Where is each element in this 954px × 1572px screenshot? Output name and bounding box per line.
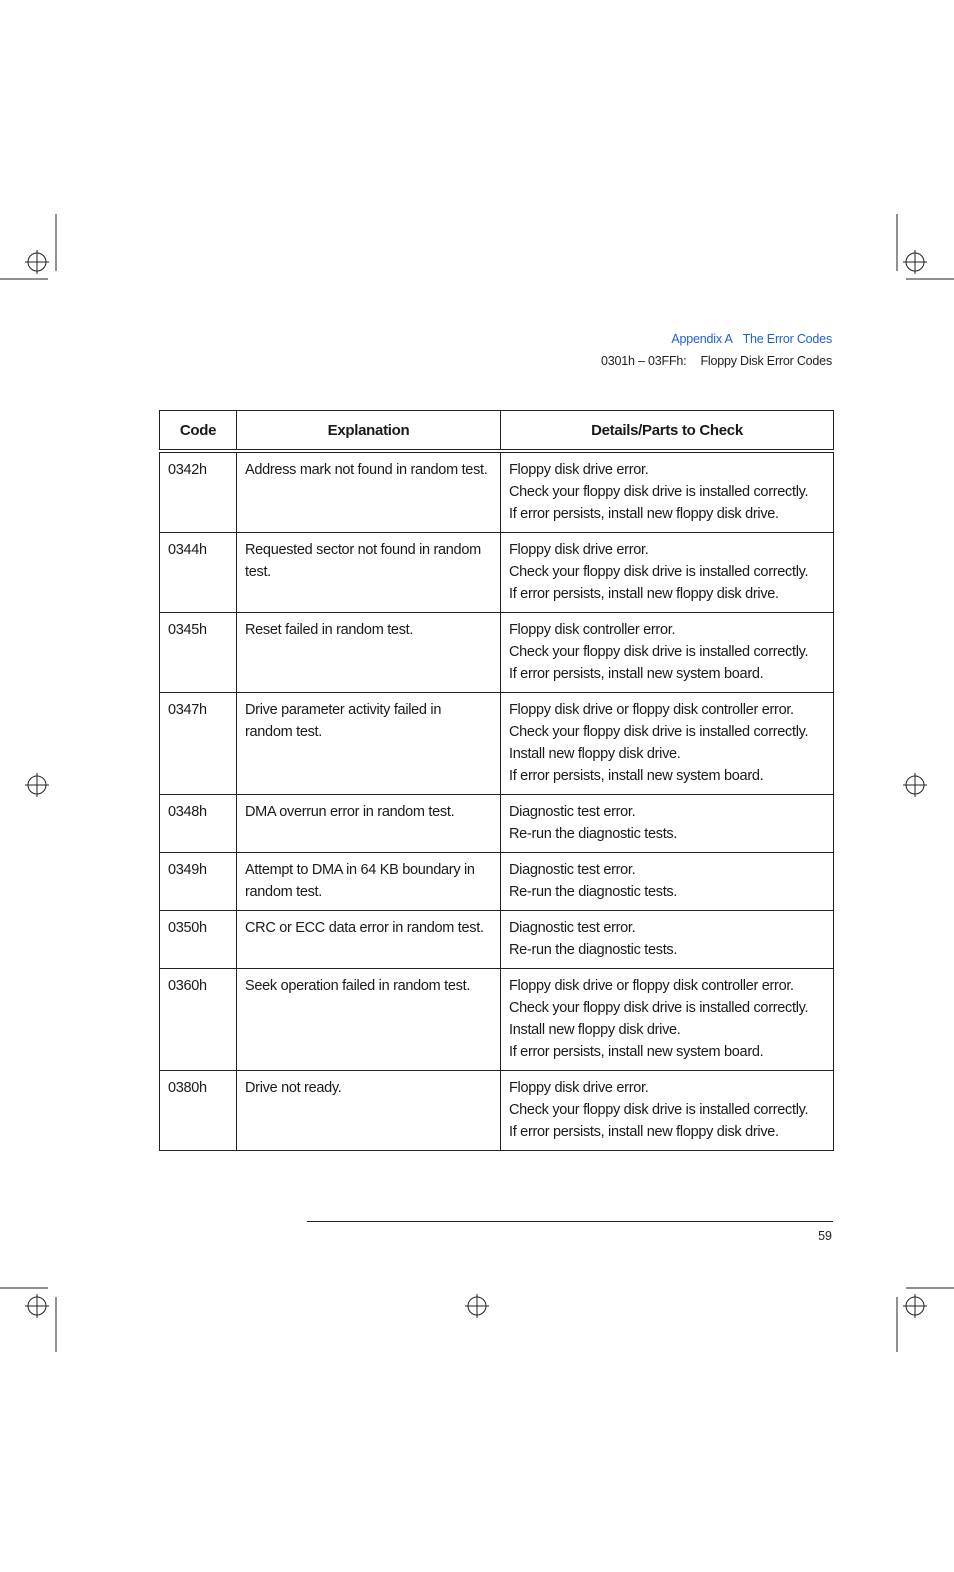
error-code-cell: 0345h	[160, 613, 237, 693]
table-row	[160, 1071, 834, 1151]
explanation-cell: Drive parameter activity failed in random test.	[237, 693, 501, 795]
error-code-cell: 0350h	[160, 911, 237, 969]
explanation-cell: Requested sector not found in random test.	[237, 533, 501, 613]
table-row	[160, 533, 834, 613]
detail-line: Floppy disk drive error.	[509, 462, 649, 478]
details-cell	[501, 911, 834, 969]
explanation-cell: Seek operation failed in random test.	[237, 969, 501, 1071]
details-cell	[501, 693, 834, 795]
table-body	[160, 451, 834, 1151]
explanation-cell: DMA overrun error in random test.	[237, 795, 501, 853]
error-code-cell: 0342h	[160, 451, 237, 533]
header-chapter-title: The Error Codes	[742, 332, 832, 346]
header-chapter-line	[601, 328, 832, 350]
explanation-cell: CRC or ECC data error in random test.	[237, 911, 501, 969]
header-section-line	[601, 350, 832, 372]
detail-line: If error persists, install new floppy disk drive.	[509, 1124, 779, 1140]
detail-line: Re-run the diagnostic tests.	[509, 942, 678, 958]
error-code-cell: 0349h	[160, 853, 237, 911]
error-code-table	[159, 410, 834, 1151]
detail-line: Check your floppy disk drive is installed correctly.	[509, 564, 809, 580]
error-code-cell: 0348h	[160, 795, 237, 853]
page-number: 59	[818, 1229, 832, 1243]
explanation-cell: Reset failed in random test.	[237, 613, 501, 693]
detail-line: Diagnostic test error.	[509, 920, 636, 936]
table-row	[160, 853, 834, 911]
details-cell	[501, 613, 834, 693]
detail-line: If error persists, install new floppy disk drive.	[509, 586, 779, 602]
detail-line: Floppy disk drive error.	[509, 542, 649, 558]
header-section-title: Floppy Disk Error Codes	[700, 354, 832, 368]
details-cell	[501, 451, 834, 533]
table-row	[160, 613, 834, 693]
detail-line: Install new floppy disk drive.	[509, 1022, 681, 1038]
details-cell	[501, 969, 834, 1071]
details-cell	[501, 533, 834, 613]
footer-rule	[307, 1221, 833, 1222]
table-row	[160, 969, 834, 1071]
detail-line: Install new floppy disk drive.	[509, 746, 681, 762]
table-row	[160, 795, 834, 853]
detail-line: Floppy disk drive error.	[509, 1080, 649, 1096]
explanation-cell: Drive not ready.	[237, 1071, 501, 1151]
detail-line: If error persists, install new system board.	[509, 1044, 764, 1060]
detail-line: Check your floppy disk drive is installed correctly.	[509, 644, 809, 660]
detail-line: Floppy disk controller error.	[509, 622, 676, 638]
detail-line: Re-run the diagnostic tests.	[509, 826, 678, 842]
detail-line: Diagnostic test error.	[509, 804, 636, 820]
header-range: 0301h – 03FFh:	[600, 354, 687, 368]
details-cell	[501, 1071, 834, 1151]
column-header-details: Details/Parts to Check	[501, 411, 834, 452]
explanation-cell: Attempt to DMA in 64 KB boundary in random test.	[237, 853, 501, 911]
detail-line: Re-run the diagnostic tests.	[509, 884, 678, 900]
error-code-cell: 0380h	[160, 1071, 237, 1151]
table-header-row	[160, 411, 834, 452]
error-code-cell: 0360h	[160, 969, 237, 1071]
detail-line: Diagnostic test error.	[509, 862, 636, 878]
detail-line: Floppy disk drive or floppy disk controller error.	[509, 702, 794, 718]
error-code-cell: 0347h	[160, 693, 237, 795]
details-cell	[501, 853, 834, 911]
header-appendix: Appendix A	[671, 332, 733, 346]
explanation-cell: Address mark not found in random test.	[237, 451, 501, 533]
column-header-explanation: Explanation	[237, 411, 501, 452]
table-row	[160, 911, 834, 969]
detail-line: If error persists, install new system board.	[509, 768, 764, 784]
detail-line: If error persists, install new floppy disk drive.	[509, 506, 779, 522]
column-header-code: Code	[160, 411, 237, 452]
table-row	[160, 693, 834, 795]
details-cell	[501, 795, 834, 853]
detail-line: Check your floppy disk drive is installed correctly.	[509, 1000, 809, 1016]
error-code-cell: 0344h	[160, 533, 237, 613]
detail-line: Check your floppy disk drive is installed correctly.	[509, 1102, 809, 1118]
detail-line: If error persists, install new system board.	[509, 666, 764, 682]
detail-line: Check your floppy disk drive is installed correctly.	[509, 484, 809, 500]
detail-line: Check your floppy disk drive is installed correctly.	[509, 724, 809, 740]
running-header	[601, 328, 832, 372]
table-row	[160, 451, 834, 533]
detail-line: Floppy disk drive or floppy disk controller error.	[509, 978, 794, 994]
